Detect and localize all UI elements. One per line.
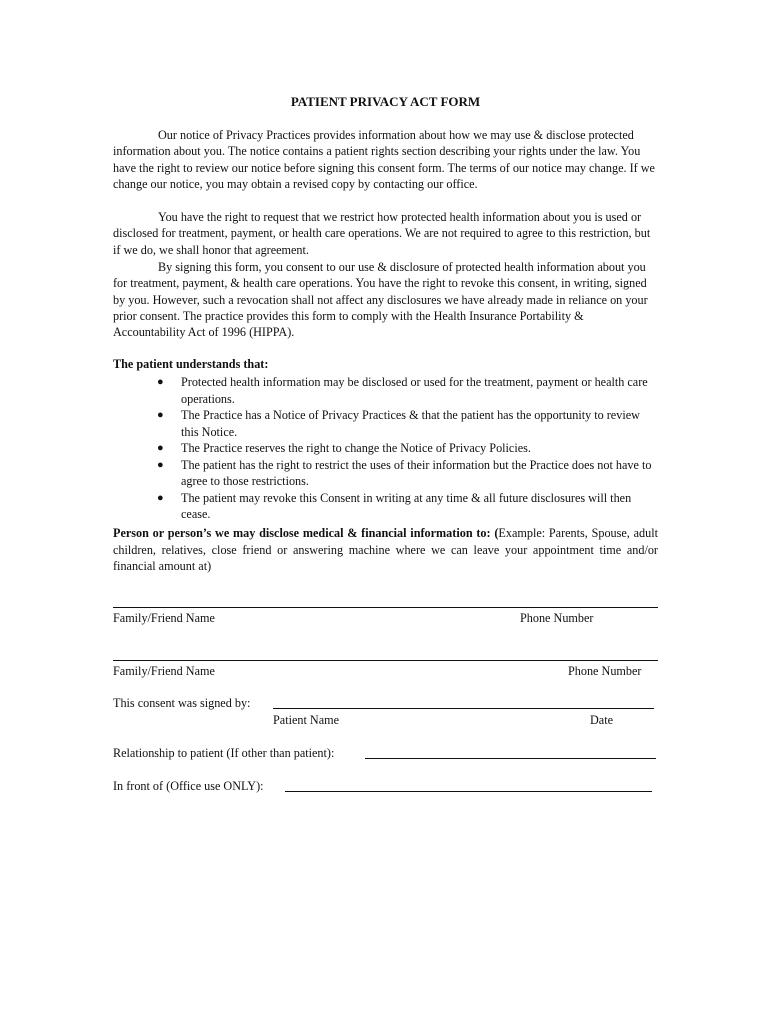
office-use-label: In front of (Office use ONLY): — [113, 779, 264, 793]
list-item: ● The patient may revoke this Consent in writing at any time & all future disclosures will then cease. — [157, 490, 632, 521]
privacy-notice-paragraph: Our notice of Privacy Practices provides information about how we may use & disclose protected information about you. The notice contains a patient rights section describing your rights under the law. You have the right to review our notice before signing this consent form. The terms of our notice may change. If we change our notice, you may obtain a revised copy by contacting our office. — [113, 128, 655, 191]
bullet-icon: ● — [157, 442, 164, 454]
phone-number-label: Phone Number — [568, 664, 642, 678]
disclosure-instructions — [113, 525, 658, 575]
relationship-field[interactable] — [365, 746, 656, 759]
signature-field[interactable] — [273, 696, 654, 709]
patient-name-label: Patient Name — [273, 713, 339, 727]
bullet-icon: ● — [157, 458, 164, 471]
consent-signed-by-label: This consent was signed by: — [113, 696, 251, 710]
list-item: ● The patient has the right to restrict the uses of their information but the Practice does not have to agree to those restrictions. — [157, 457, 652, 488]
office-use-field[interactable] — [285, 779, 652, 792]
family-friend-name-label: Family/Friend Name — [113, 664, 215, 678]
bullet-icon: ● — [157, 409, 164, 421]
consent-paragraph: By signing this form, you consent to our use & disclosure of protected health information about you for treatment, payment, & health care operations. You have the right to revoke this consent, in writing, signed by you. However, such a revocation shall not affect any disclosures we have already made in reliance on your prior consent. The practice provides this form to comply with the Health Insurance Portability & Accountability Act of 1996 (HIPPA). — [113, 260, 648, 340]
bullet-icon: ● — [157, 491, 164, 504]
form-title: PATIENT PRIVACY ACT FORM — [290, 94, 481, 109]
disclosure-example: Example: Parents, Spouse, adult children, relatives, close friend or answering machine where we can leave your appointment time and/or financial amount at) — [113, 526, 658, 573]
understands-heading: The patient understands that: — [113, 357, 269, 371]
understands-list — [153, 374, 658, 523]
relationship-label: Relationship to patient (If other than patient): — [113, 746, 335, 760]
list-item: ● Protected health information may be disclosed or used for the treatment, payment or health care operations. — [157, 375, 648, 406]
contact-line-1[interactable] — [113, 607, 658, 608]
bullet-icon: ● — [157, 376, 164, 388]
family-friend-name-label: Family/Friend Name — [113, 611, 215, 625]
list-item: ● The Practice reserves the right to change the Notice of Privacy Policies. — [157, 441, 531, 455]
list-item: ● The Practice has a Notice of Privacy Practices & that the patient has the opportunity to review this Notice. — [157, 408, 640, 439]
phone-number-label: Phone Number — [520, 611, 594, 625]
date-label: Date — [590, 713, 614, 727]
restriction-paragraph: You have the right to request that we restrict how protected health information about you is used or disclosed for treatment, payment, or health care operations. We are not required to agree to this restriction, but if we do, we shall honor that agreement. — [113, 210, 651, 257]
disclosure-heading: Person or person’s we may disclose medical & financial information to: ( — [113, 526, 499, 540]
contact-line-2[interactable] — [113, 660, 658, 661]
